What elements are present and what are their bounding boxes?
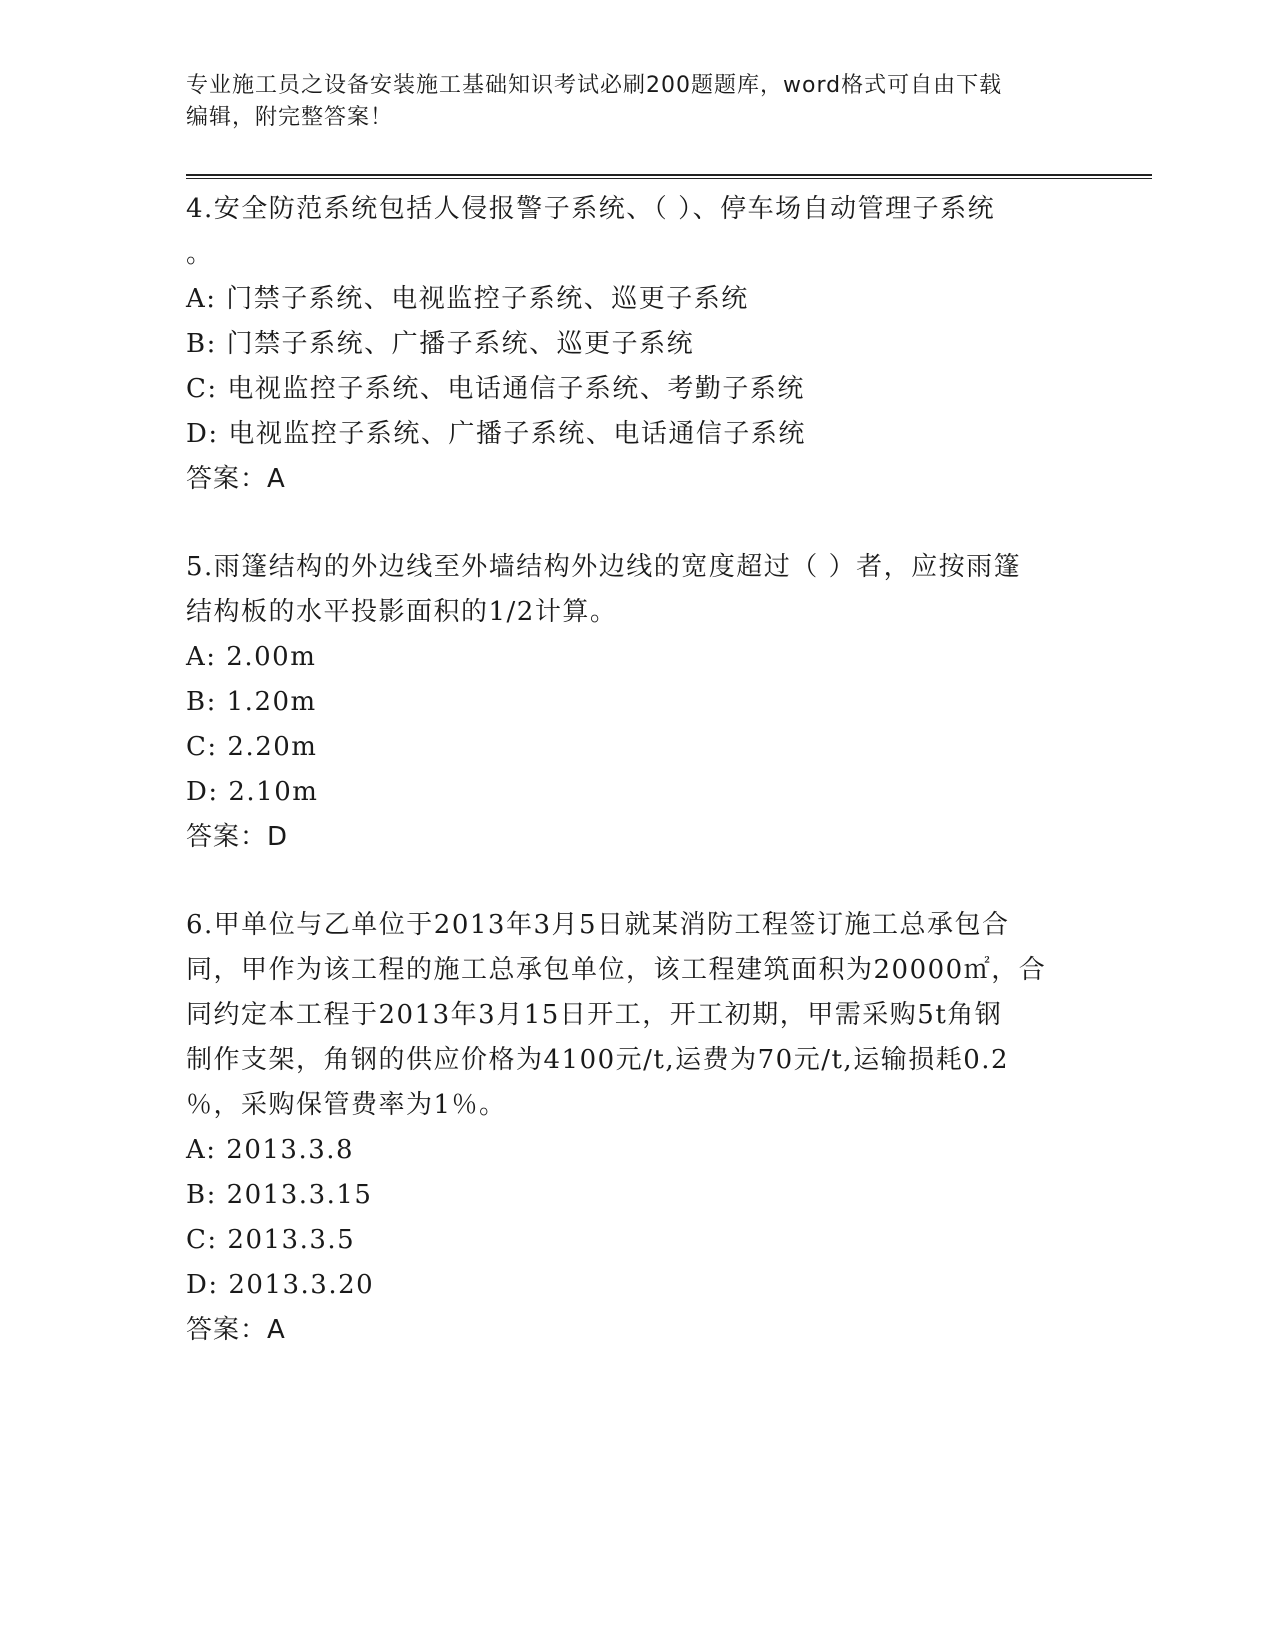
option-d: D: 2013.3.20 <box>186 1270 375 1300</box>
question-text: 5.雨篷结构的外边线至外墙结构外边线的宽度超过（ ）者，应按雨篷 <box>186 552 1022 582</box>
option-a: A: 2.00m <box>186 642 317 672</box>
option-b: B: 2013.3.15 <box>186 1180 373 1210</box>
question-4 <box>186 187 1166 502</box>
header-line: 专业施工员之设备安装施工基础知识考试必刷200题题库，word格式可自由下载 <box>186 73 1003 98</box>
question-text: ％，采购保管费率为1％。 <box>186 1090 507 1120</box>
option-c: C: 2.20m <box>186 732 318 762</box>
answer: 答案：D <box>186 822 289 852</box>
option-b: B: 门禁子系统、广播子系统、巡更子系统 <box>186 329 695 359</box>
option-c: C: 电视监控子系统、电话通信子系统、考勤子系统 <box>186 374 805 404</box>
header-divider <box>186 174 1152 179</box>
question-text: 6.甲单位与乙单位于2013年3月5日就某消防工程签订施工总承包合 <box>186 910 1010 940</box>
header-line: 编辑，附完整答案！ <box>186 105 394 130</box>
option-a: A: 2013.3.8 <box>186 1135 355 1165</box>
question-5 <box>186 545 1166 860</box>
document-page <box>186 70 1166 1353</box>
question-text: 同，甲作为该工程的施工总承包单位，该工程建筑面积为20000㎡，合 <box>186 955 1047 985</box>
option-a: A: 门禁子系统、电视监控子系统、巡更子系统 <box>186 284 749 314</box>
option-c: C: 2013.3.5 <box>186 1225 356 1255</box>
question-text: 同约定本工程于2013年3月15日开工，开工初期，甲需采购5t角钢 <box>186 1000 1003 1030</box>
question-text: 结构板的水平投影面积的1/2计算。 <box>186 597 618 627</box>
question-6 <box>186 903 1166 1353</box>
answer: 答案：A <box>186 1315 286 1345</box>
question-text: 制作支架，角钢的供应价格为4100元/t,运费为70元/t,运输损耗0.2 <box>186 1045 1010 1075</box>
document-header <box>186 70 1066 134</box>
option-b: B: 1.20m <box>186 687 317 717</box>
question-text: 。 <box>186 239 214 269</box>
option-d: D: 2.10m <box>186 777 319 807</box>
option-d: D: 电视监控子系统、广播子系统、电话通信子系统 <box>186 419 806 449</box>
question-text: 4.安全防范系统包括人侵报警子系统、（ ）、停车场自动管理子系统 <box>186 194 996 224</box>
answer: 答案：A <box>186 464 286 494</box>
